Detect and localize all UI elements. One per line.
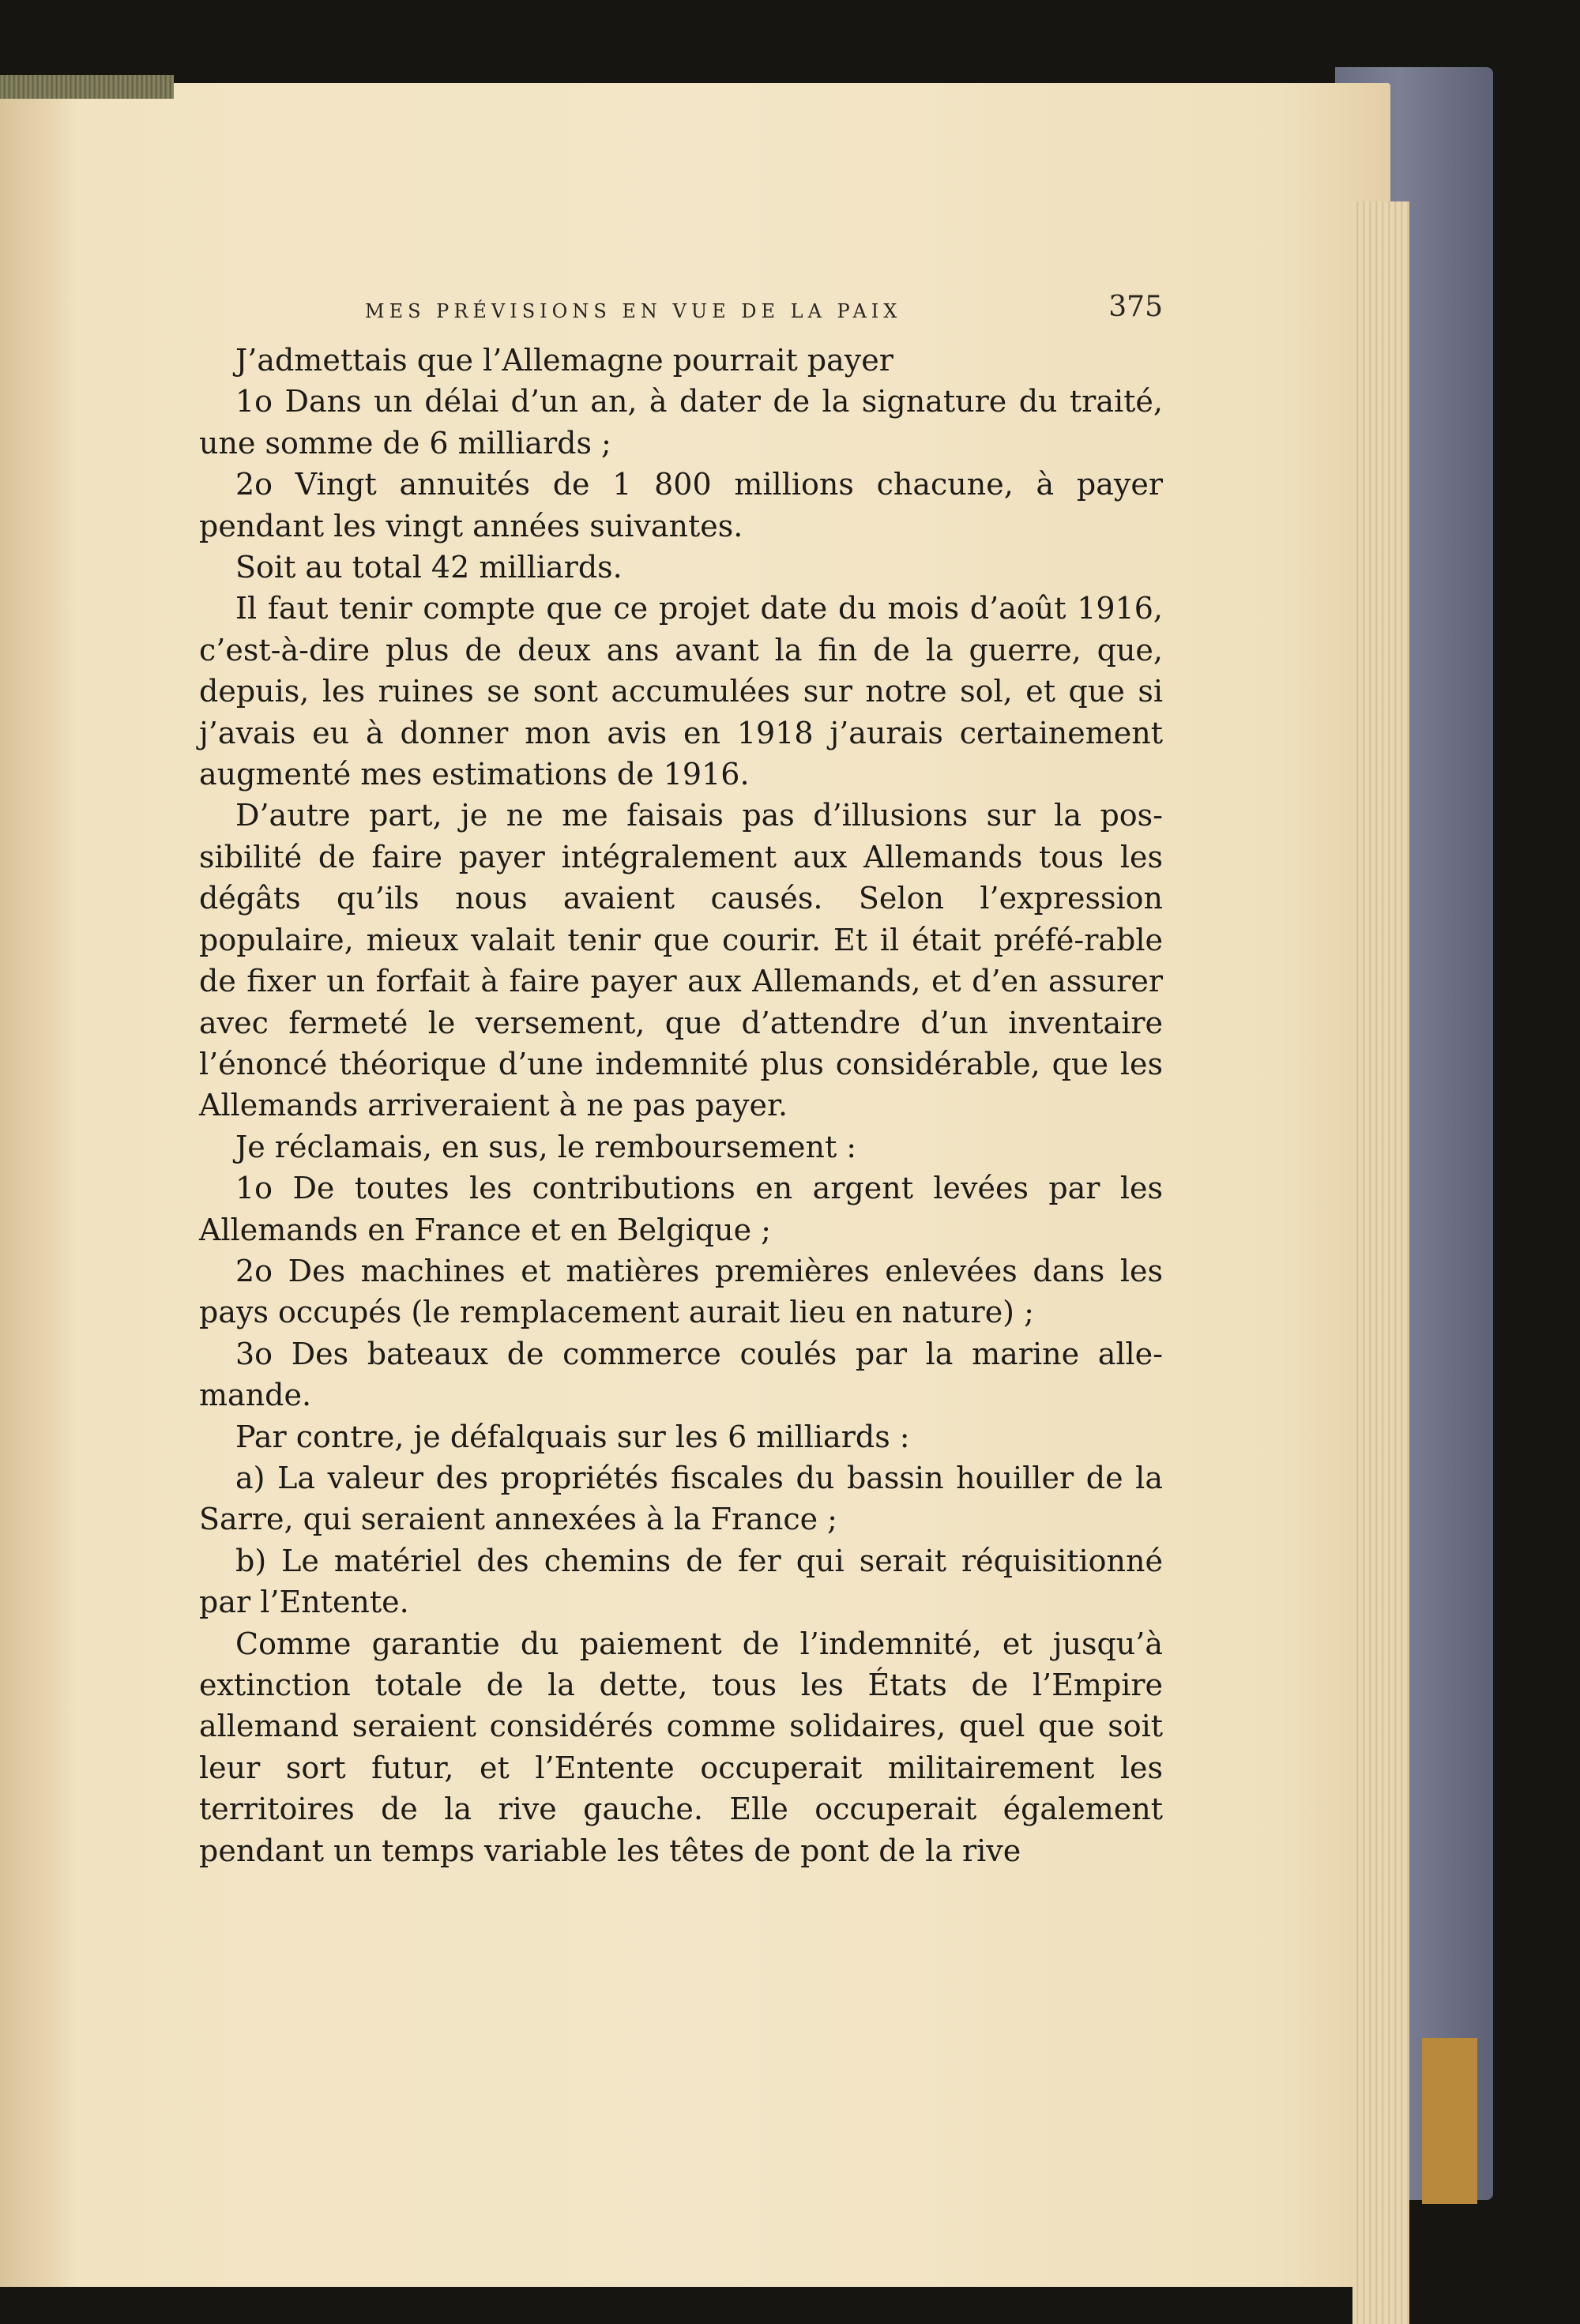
page-content <box>199 269 1163 1871</box>
paragraph: Je réclamais, en sus, le remboursement : <box>235 1129 857 1164</box>
running-head <box>199 269 1163 340</box>
paragraph: b) Le matériel des chemins de fer qui serait réquisitionné par l’Entente. <box>199 1543 1163 1620</box>
paragraph: 1o De toutes les contributions en argent levées par les Allemands en France et en Belgique ; <box>199 1171 1163 1247</box>
paragraph: Par contre, je défalquais sur les 6 milliards : <box>235 1419 910 1454</box>
running-title: MES PRÉVISIONS EN VUE DE LA PAIX <box>365 300 902 322</box>
paragraph: D’autre part, je ne me faisais pas d’illusions sur la pos-sibilité de faire payer intégralement aux Allemands tous les dégâts qu’ils nous avaient causés. Selon l’expression populaire, mieux valait tenir que courir. Et il était préfé-rable de fixer un forfait à faire payer aux Allemands, et d’en assurer avec fermeté le versement, que d’attendre d’un inventaire l’énoncé théorique d’une indemnité plus considérable, que les Allemands arriveraient à ne pas payer. <box>199 798 1163 1123</box>
page-gutter <box>0 83 75 2287</box>
paragraph: 3o Des bateaux de commerce coulés par la marine alle-mande. <box>199 1336 1163 1413</box>
paragraph: a) La valeur des propriétés fiscales du bassin houiller de la Sarre, qui seraient annexées à la France ; <box>199 1460 1163 1537</box>
paragraph: J’admettais que l’Allemagne pourrait payer <box>235 343 893 378</box>
paragraph: Soit au total 42 milliards. <box>235 550 623 585</box>
paragraph: Il faut tenir compte que ce projet date du mois d’août 1916, c’est-à-dire plus de deux ans avant la fin de la guerre, que, depuis, les ruines se sont accumulées sur notre sol, et que si j’avais eu à donner mon avis en 1918 j’aurais certainement augmenté mes estimations de 1916. <box>199 591 1163 792</box>
paragraph: Comme garantie du paiement de l’indemnité, et jusqu’à extinction totale de la dette, tous les États de l’Empire allemand seraient considérés comme solidaires, quel que soit leur sort futur, et l’Entente occuperait militairement les territoires de la rive gauche. Elle occuperait également pendant un temps variable les têtes de pont de la rive <box>199 1626 1163 1868</box>
page-number: 375 <box>1108 291 1163 323</box>
paragraph: 2o Des machines et matières premières enlevées dans les pays occupés (le remplacement aurait lieu en nature) ; <box>199 1253 1163 1330</box>
cover-bottom-tab <box>1422 2038 1477 2204</box>
page-edges <box>1352 201 1409 2324</box>
body-text <box>199 340 1163 1871</box>
paragraph: 2o Vingt annuités de 1 800 millions chacune, à payer pendant les vingt années suivantes. <box>199 467 1163 543</box>
spine-binding <box>0 75 174 99</box>
paragraph: 1o Dans un délai d’un an, à dater de la signature du traité, une somme de 6 milliards ; <box>199 384 1163 461</box>
